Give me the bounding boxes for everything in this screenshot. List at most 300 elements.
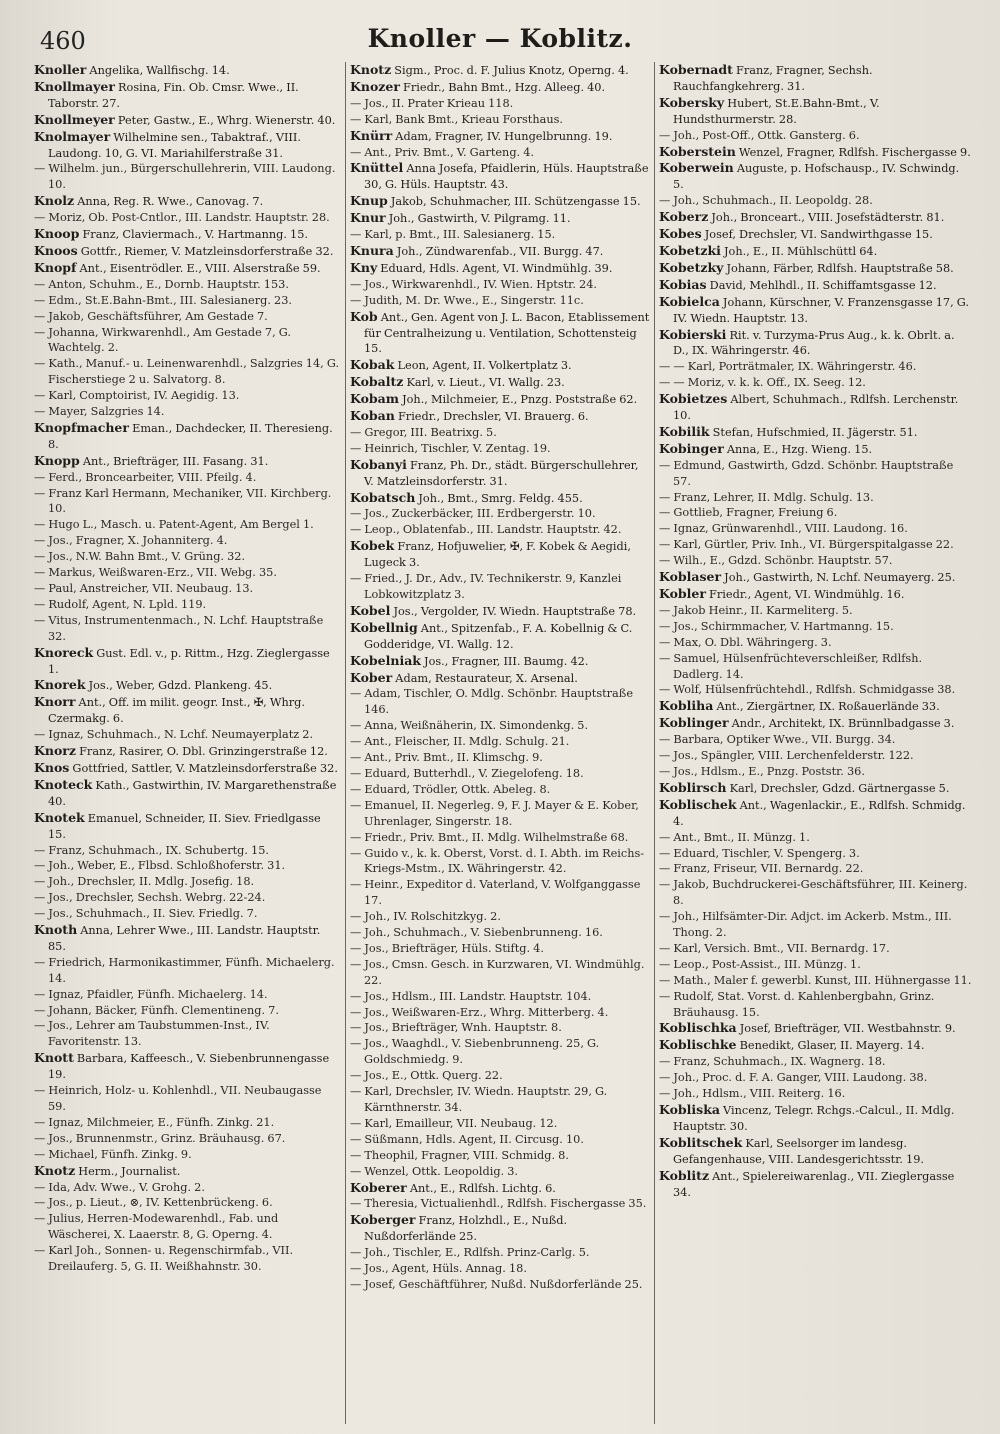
directory-entry bbox=[659, 327, 973, 360]
entry-details: — Eduard, Tischler, V. Spengerg. 3. bbox=[659, 846, 860, 860]
entry-details: — Wolf, Hülsenfrüchtehdl., Rdlfsh. Schmidgasse 38. bbox=[659, 683, 956, 697]
entry-surname: Koblischka bbox=[659, 1020, 737, 1036]
directory-entry bbox=[34, 1195, 340, 1211]
entry-details: — Karl, Versich. Bmt., VII. Bernardg. 17. bbox=[659, 941, 890, 955]
entry-details: — Julius, Herren-Modewarenhdl., Fab. und Wäscherei, X. Laaerstr. 8, G. Operng. 4. bbox=[34, 1212, 279, 1242]
entry-details: — Heinrich, Holz- u. Kohlenhdl., VII. Neubaugasse 59. bbox=[34, 1084, 322, 1113]
entry-surname: Kobilik bbox=[659, 423, 710, 439]
directory-entry bbox=[659, 861, 973, 877]
directory-entry bbox=[34, 533, 340, 549]
entry-details: — Jos., Briefträger, Wnh. Hauptstr. 8. bbox=[350, 1021, 562, 1035]
entry-surname: Knura bbox=[350, 242, 394, 258]
directory-entry bbox=[350, 160, 651, 193]
directory-entry bbox=[34, 810, 340, 843]
directory-entry bbox=[659, 490, 973, 506]
entry-details: — Joh., Proc. d. F. A. Ganger, VIII. Laudong. 38. bbox=[659, 1071, 928, 1085]
entry-details: — Franz Karl Hermann, Mechaniker, VII. Kirchberg. 10. bbox=[34, 486, 332, 516]
directory-entry bbox=[659, 243, 973, 260]
entry-details: Vincenz, Telegr. Rchgs.-Calcul., II. Mdlg. Hauptstr. 30. bbox=[673, 1104, 955, 1133]
entry-details: — Guido v., k. k. Oberst, Vorst. d. I. Abth. im Reichs-Kriegs-Mstm., IX. Währingerstr. 42. bbox=[350, 846, 645, 876]
entry-details: — Josef, Geschäftführer, Nußd. Nußdorferlände 25. bbox=[350, 1277, 643, 1291]
entry-details: — Rudolf, Agent, N. Lpld. 119. bbox=[34, 597, 207, 611]
entry-surname: Koberer bbox=[350, 1179, 407, 1195]
directory-entry bbox=[659, 160, 973, 193]
directory-entry bbox=[34, 1050, 340, 1083]
entry-surname: Kobak bbox=[350, 357, 395, 373]
directory-entry bbox=[34, 388, 340, 404]
entry-details: — Max, O. Dbl. Währingerg. 3. bbox=[659, 635, 832, 649]
entry-details: Benedikt, Glaser, II. Mayerg. 14. bbox=[736, 1039, 925, 1053]
entry-details: — Leop., Oblatenfab., III. Landstr. Hauptstr. 42. bbox=[350, 523, 622, 537]
directory-entry bbox=[659, 698, 973, 715]
running-head: Knoller — Koblitz. bbox=[367, 24, 633, 53]
entry-details: Eman., Dachdecker, II. Theresieng. 8. bbox=[48, 421, 333, 451]
entry-details: — Mayer, Salzgries 14. bbox=[34, 405, 165, 419]
directory-entry bbox=[34, 743, 340, 760]
directory-entry bbox=[34, 293, 340, 309]
entry-surname: Kob bbox=[350, 308, 378, 324]
entry-details: — Barbara, Optiker Wwe., VII. Burgg. 34. bbox=[659, 733, 896, 747]
directory-entry bbox=[350, 243, 651, 260]
entry-surname: Kobernadt bbox=[659, 62, 733, 77]
entry-surname: Knott bbox=[34, 1050, 74, 1066]
entry-details: — Jos., p. Lieut., ⊗, IV. Kettenbrückeng. 6. bbox=[34, 1196, 273, 1210]
entry-details: — Joh., IV. Rolschitzkyg. 2. bbox=[350, 910, 501, 924]
directory-entry bbox=[350, 538, 651, 571]
directory-entry bbox=[34, 420, 340, 453]
entry-details: — Edm., St.E.Bahn-Bmt., III. Salesianerg. 23. bbox=[34, 293, 293, 307]
entry-details: — Ignaz, Schuhmach., N. Lchf. Neumayerplatz 2. bbox=[34, 728, 314, 742]
directory-entry bbox=[350, 798, 651, 830]
directory-entry bbox=[659, 209, 973, 226]
directory-entry bbox=[350, 1020, 651, 1036]
entry-details: — Jos., E., Ottk. Querg. 22. bbox=[350, 1069, 503, 1083]
directory-entry bbox=[350, 1212, 651, 1245]
entry-details: Joh., Gastwirth, V. Pilgramg. 11. bbox=[385, 212, 571, 226]
entry-details: — Anton, Schuhm., E., Dornb. Hauptstr. 153. bbox=[34, 277, 289, 291]
entry-surname: Koban bbox=[350, 408, 395, 424]
entry-details: Ant., Eisentrödler. E., VIII. Alserstraße 59. bbox=[76, 261, 321, 275]
entry-details: — Jos., Hdlsm., III. Landstr. Hauptstr. 104. bbox=[350, 989, 592, 1003]
entry-surname: Knotz bbox=[350, 62, 392, 77]
entry-details: — Franz, Lehrer, II. Mdlg. Schulg. 13. bbox=[659, 490, 874, 504]
directory-entry bbox=[34, 955, 340, 987]
directory-entry bbox=[34, 356, 340, 388]
entry-details: — Wilhelm. jun., Bürgerschullehrerin, VIII. Laudong. 10. bbox=[34, 162, 336, 192]
entry-details: Joh., Milchmeier, E., Pnzg. Poststraße 62. bbox=[399, 393, 638, 407]
directory-entry bbox=[350, 941, 651, 957]
directory-entry bbox=[350, 782, 651, 798]
directory-entry bbox=[34, 486, 340, 518]
entry-details: Joh., Zündwarenfab., VII. Burgg. 47. bbox=[393, 244, 604, 258]
directory-entry bbox=[659, 1020, 973, 1037]
entry-details: — Moriz, Ob. Post-Cntlor., III. Landstr. Hauptstr. 28. bbox=[34, 211, 330, 225]
directory-entry bbox=[350, 1068, 651, 1084]
directory-entry bbox=[659, 144, 973, 161]
column-3 bbox=[654, 62, 973, 1424]
directory-entry bbox=[659, 458, 973, 490]
directory-entry bbox=[350, 277, 651, 293]
directory-entry bbox=[659, 748, 973, 764]
entry-details: Franz, Ph. Dr., städt. Bürgerschullehrer, V. Matzleinsdorferstr. 31. bbox=[364, 458, 639, 488]
entry-surname: Koblirsch bbox=[659, 779, 727, 795]
entry-details: Johann, Färber, Rdlfsh. Hauptstraße 58. bbox=[723, 261, 954, 275]
entry-details: — Ant., Fleischer, II. Mdlg. Schulg. 21. bbox=[350, 735, 570, 749]
directory-entry bbox=[34, 565, 340, 581]
entry-details: — Leop., Post-Assist., III. Münzg. 1. bbox=[659, 957, 861, 971]
entry-details: — Karl Joh., Sonnen- u. Regenschirmfab., VII. Dreilauferg. 5, G. II. Weißhahnstr. 30. bbox=[34, 1244, 294, 1274]
entry-surname: Koblitschek bbox=[659, 1134, 743, 1150]
entry-surname: Kober bbox=[350, 669, 393, 685]
entry-details: — Süßmann, Hdls. Agent, II. Circusg. 10. bbox=[350, 1132, 584, 1146]
entry-surname: Kobietzes bbox=[659, 391, 728, 407]
entry-details: — Joh., Post-Off., Ottk. Gansterg. 6. bbox=[659, 128, 860, 142]
entry-surname: Koblischek bbox=[659, 796, 737, 812]
entry-surname: Koberz bbox=[659, 209, 709, 225]
entry-details: Jakob, Schuhmacher, III. Schützengasse 15. bbox=[387, 195, 641, 209]
directory-entry bbox=[659, 424, 973, 441]
entry-surname: Knorz bbox=[34, 743, 76, 759]
entry-surname: Kobanyi bbox=[350, 456, 407, 472]
directory-entry bbox=[659, 294, 973, 327]
directory-entry bbox=[350, 750, 651, 766]
directory-entry bbox=[34, 858, 340, 874]
entry-details: — — Karl, Porträtmaler, IX. Währingerstr. 46. bbox=[659, 360, 917, 374]
entry-details: Eduard, Hdls. Agent, VI. Windmühlg. 39. bbox=[377, 261, 613, 275]
directory-entry bbox=[659, 764, 973, 780]
entry-surname: Kobetzky bbox=[659, 259, 724, 275]
directory-entry bbox=[659, 95, 973, 128]
entry-details: — Joh., Tischler, E., Rdlfsh. Prinz-Carlg. 5. bbox=[350, 1246, 590, 1260]
directory-entry bbox=[659, 732, 973, 748]
directory-entry bbox=[34, 760, 340, 777]
directory-entry bbox=[659, 846, 973, 862]
entry-details: — Jos., Zuckerbäcker, III. Erdbergerstr. 10. bbox=[350, 507, 596, 521]
directory-entry bbox=[659, 277, 973, 294]
entry-details: — Wilh., E., Gdzd. Schönbr. Hauptstr. 57. bbox=[659, 554, 893, 568]
entry-details: — — Moriz, v. k. k. Off., IX. Seeg. 12. bbox=[659, 376, 866, 390]
entry-details: Karl, Seelsorger im landesg. Gefangenhause, VIII. Landesgerichtsstr. 19. bbox=[673, 1136, 925, 1166]
directory-entry bbox=[659, 941, 973, 957]
directory-entry bbox=[34, 79, 340, 112]
directory-entry bbox=[659, 1054, 973, 1070]
entry-details: Auguste, p. Hofschausp., IV. Schwindg. 5. bbox=[673, 162, 960, 192]
entry-details: — Adam, Tischler, O. Mdlg. Schönbr. Hauptstraße 146. bbox=[350, 687, 634, 717]
entry-surname: Kobersky bbox=[659, 94, 725, 110]
entry-details: — Jos., Schirmmacher, V. Hartmanng. 15. bbox=[659, 619, 894, 633]
directory-entry bbox=[34, 1147, 340, 1163]
directory-entry bbox=[350, 846, 651, 878]
entry-details: — Jos., N.W. Bahn Bmt., V. Grüng. 32. bbox=[34, 550, 246, 564]
entry-surname: Kobliha bbox=[659, 698, 714, 714]
entry-details: Karl, Drechsler, Gdzd. Gärtnergasse 5. bbox=[726, 781, 950, 795]
directory-entry bbox=[34, 325, 340, 357]
directory-entry bbox=[659, 521, 973, 537]
entry-details: — Judith, M. Dr. Wwe., E., Singerstr. 11c. bbox=[350, 293, 584, 307]
entry-surname: Knoreck bbox=[34, 644, 94, 660]
entry-details: Stefan, Hufschmied, II. Jägerstr. 51. bbox=[709, 425, 918, 439]
entry-details: — Friedrich, Harmonikastimmer, Fünfh. Michaelerg. 14. bbox=[34, 955, 335, 985]
entry-surname: Knorr bbox=[34, 694, 76, 710]
entry-details: Ant., Briefträger, III. Fasang. 31. bbox=[79, 454, 269, 468]
entry-details: Hubert, St.E.Bahn-Bmt., V. Hundsthurmerstr. 28. bbox=[673, 96, 880, 126]
directory-entry bbox=[34, 1243, 340, 1275]
directory-entry bbox=[34, 922, 340, 955]
directory-entry bbox=[350, 1148, 651, 1164]
directory-entry bbox=[350, 79, 651, 96]
directory-entry bbox=[34, 1115, 340, 1131]
entry-surname: Knotz bbox=[34, 1162, 76, 1178]
entry-details: Johann, Kürschner, V. Franzensgasse 17, G. IV. Wiedn. Hauptstr. 13. bbox=[673, 295, 969, 325]
entry-details: — Heinr., Expeditor d. Vaterland, V. Wolfganggasse 17. bbox=[350, 878, 641, 908]
entry-details: Barbara, Kaffeesch., V. Siebenbrunnengasse 19. bbox=[48, 1052, 330, 1082]
entry-details: Joh., E., II. Mühlschüttl 64. bbox=[720, 244, 878, 258]
entry-details: — Eduard, Trödler, Ottk. Abeleg. 8. bbox=[350, 782, 551, 796]
directory-entry bbox=[350, 653, 651, 670]
directory-entry bbox=[350, 989, 651, 1005]
entry-details: — Theresia, Victualienhdl., Rdlfsh. Fischergasse 35. bbox=[350, 1197, 647, 1211]
entry-details: — Kath., Manuf.- u. Leinenwarenhdl., Salzgries 14, G. Fischerstiege 2 u. Salvatorg. 8. bbox=[34, 357, 340, 387]
entry-details: — Edmund, Gastwirth, Gdzd. Schönbr. Hauptstraße 57. bbox=[659, 458, 954, 488]
directory-entry bbox=[34, 112, 340, 129]
entry-details: — Vitus, Instrumentenmach., N. Lchf. Hauptstraße 32. bbox=[34, 613, 324, 643]
entry-surname: Knotek bbox=[34, 809, 85, 825]
entry-details: Sigm., Proc. d. F. Julius Knotz, Operng. 4. bbox=[391, 64, 629, 77]
directory-entry bbox=[659, 989, 973, 1021]
directory-entry bbox=[350, 1261, 651, 1277]
entry-details: David, Mehlhdl., II. Schiffamtsgasse 12. bbox=[706, 278, 937, 292]
directory-entry bbox=[350, 1164, 651, 1180]
directory-entry bbox=[659, 1037, 973, 1054]
directory-entry bbox=[34, 470, 340, 486]
directory-entry bbox=[34, 243, 340, 260]
entry-details: — Anna, Weißnäherin, IX. Simondenkg. 5. bbox=[350, 719, 589, 733]
entry-details: — Jos., Weißwaren-Erz., Whrg. Mitterberg. 4. bbox=[350, 1005, 609, 1019]
entry-details: — Joh., Hilfsämter-Dir. Adjct. im Ackerb. Mstm., III. Thong. 2. bbox=[659, 910, 952, 940]
entry-surname: Kobam bbox=[350, 391, 399, 407]
entry-details: — Jos., Drechsler, Sechsh. Webrg. 22-24. bbox=[34, 891, 266, 905]
entry-details: Wilhelmine sen., Tabaktraf., VIII. Laudong. 10, G. VI. Mariahilferstraße 31. bbox=[48, 130, 301, 160]
directory-entry bbox=[34, 581, 340, 597]
entry-details: — Ignaz, Milchmeier, E., Fünfh. Zinkg. 21. bbox=[34, 1115, 275, 1129]
entry-details: — Ida, Adv. Wwe., V. Grohg. 2. bbox=[34, 1180, 205, 1194]
directory-entry bbox=[350, 490, 651, 507]
entry-surname: Knürr bbox=[350, 127, 393, 143]
entry-details: — Ferd., Broncearbeiter, VIII. Pfeilg. 4. bbox=[34, 470, 257, 484]
directory-entry bbox=[350, 457, 651, 490]
directory-columns bbox=[34, 62, 972, 1424]
directory-entry bbox=[350, 210, 651, 227]
entry-surname: Kobellnig bbox=[350, 619, 418, 635]
directory-entry bbox=[350, 571, 651, 603]
entry-details: — Joh., Drechsler, II. Mdlg. Josefig. 18. bbox=[34, 875, 255, 889]
entry-details: Anna, E., Hzg. Wieng. 15. bbox=[723, 442, 873, 456]
directory-entry bbox=[34, 843, 340, 859]
entry-surname: Knolz bbox=[34, 193, 75, 209]
entry-details: — Ant., Bmt., II. Münzg. 1. bbox=[659, 830, 810, 844]
directory-entry bbox=[34, 129, 340, 162]
entry-details: — Jakob Heinr., II. Karmeliterg. 5. bbox=[659, 603, 853, 617]
entry-details: — Jos., Agent, Hüls. Annag. 18. bbox=[350, 1262, 527, 1276]
entry-details: Josef, Drechsler, VI. Sandwirthgasse 15. bbox=[701, 228, 933, 242]
entry-details: Ant., Off. im milit. geogr. Inst., ✠, Whrg. Czermakg. 6. bbox=[48, 696, 305, 726]
directory-entry bbox=[350, 260, 651, 277]
entry-surname: Knoos bbox=[34, 242, 78, 258]
entry-details: — Heinrich, Tischler, V. Zentag. 19. bbox=[350, 441, 551, 455]
entry-surname: Knos bbox=[34, 759, 70, 775]
entry-details: Andr., Architekt, IX. Brünnlbadgasse 3. bbox=[728, 717, 955, 731]
entry-details: — Wenzel, Ottk. Leopoldig. 3. bbox=[350, 1164, 519, 1178]
entry-details: Friedr., Drechsler, VI. Brauerg. 6. bbox=[394, 410, 589, 424]
entry-details: — Karl, Comptoirist, IV. Aegidig. 13. bbox=[34, 389, 240, 403]
directory-entry bbox=[34, 277, 340, 293]
entry-surname: Koberwein bbox=[659, 160, 734, 176]
directory-entry bbox=[350, 309, 651, 358]
entry-details: Adam, Restaurateur, X. Arsenal. bbox=[392, 671, 578, 685]
entry-surname: Knopp bbox=[34, 452, 80, 468]
entry-details: — Jakob, Geschäftsführer, Am Gestade 7. bbox=[34, 309, 268, 323]
directory-entry bbox=[659, 715, 973, 732]
entry-details: Adam, Fragner, IV. Hungelbrunng. 19. bbox=[392, 129, 613, 143]
entry-surname: Koblitz bbox=[659, 1167, 710, 1183]
directory-entry bbox=[659, 797, 973, 830]
directory-entry bbox=[659, 375, 973, 391]
directory-entry bbox=[659, 780, 973, 797]
entry-details: — Ant., Priv. Bmt., V. Garteng. 4. bbox=[350, 145, 535, 159]
entry-surname: Knopfmacher bbox=[34, 419, 129, 435]
directory-entry bbox=[659, 1102, 973, 1135]
directory-entry bbox=[350, 408, 651, 425]
entry-details: Kath., Gastwirthin, IV. Margarethenstraße 40. bbox=[48, 778, 337, 808]
directory-entry bbox=[350, 1132, 651, 1148]
entry-surname: Koberstein bbox=[659, 143, 736, 159]
entry-details: — Karl, Gürtler, Priv. Inh., VI. Bürgerspitalgasse 22. bbox=[659, 538, 954, 552]
directory-entry bbox=[659, 193, 973, 209]
entry-surname: Kobelniak bbox=[350, 652, 421, 668]
directory-entry bbox=[350, 1277, 651, 1293]
directory-entry bbox=[350, 603, 651, 620]
directory-entry bbox=[34, 677, 340, 694]
entry-surname: Kobierski bbox=[659, 326, 727, 342]
directory-entry bbox=[659, 1086, 973, 1102]
entry-details: Gottfr., Riemer, V. Matzleinsdorferstraße 32. bbox=[77, 244, 334, 258]
entry-details: — Johanna, Wirkwarenhdl., Am Gestade 7, G. Wachtelg. 2. bbox=[34, 325, 291, 355]
entry-details: Emanuel, Schneider, II. Siev. Friedlgasse 15. bbox=[48, 811, 321, 841]
entry-details: Gottfried, Sattler, V. Matzleinsdorferstraße 32. bbox=[69, 761, 338, 775]
entry-surname: Kobel bbox=[350, 602, 391, 618]
entry-surname: Kobliska bbox=[659, 1102, 720, 1117]
entry-details: — Franz, Schuhmach., IX. Wagnerg. 18. bbox=[659, 1055, 886, 1069]
entry-details: Jos., Vergolder, IV. Wiedn. Hauptstraße 78. bbox=[390, 604, 637, 618]
entry-surname: Knoller bbox=[34, 62, 87, 77]
directory-entry bbox=[34, 906, 340, 922]
entry-details: Wenzel, Fragner, Rdlfsh. Fischergasse 9. bbox=[735, 145, 971, 159]
directory-entry bbox=[350, 425, 651, 441]
entry-surname: Kobetzki bbox=[659, 242, 721, 258]
entry-surname: Koblischke bbox=[659, 1037, 737, 1053]
entry-details: — Jos., Lehrer am Taubstummen-Inst., IV. Favoritenstr. 13. bbox=[34, 1019, 270, 1049]
entry-details: Franz, Holzhdl., E., Nußd. Nußdorferlände 25. bbox=[364, 1214, 568, 1244]
entry-details: Peter, Gastw., E., Whrg. Wienerstr. 40. bbox=[114, 113, 336, 127]
entry-surname: Kobek bbox=[350, 538, 395, 554]
entry-details: — Ignaz, Pfaidler, Fünfh. Michaelerg. 14. bbox=[34, 987, 268, 1001]
directory-entry bbox=[350, 830, 651, 846]
directory-entry bbox=[34, 517, 340, 533]
entry-details: — Fried., J. Dr., Adv., IV. Technikerstr. 9, Kanzlei Lobkowitzplatz 3. bbox=[350, 572, 622, 601]
directory-entry bbox=[350, 766, 651, 782]
directory-entry bbox=[350, 522, 651, 538]
directory-entry bbox=[350, 62, 651, 79]
entry-details: — Hugo L., Masch. u. Patent-Agent, Am Bergel 1. bbox=[34, 518, 314, 532]
entry-details: Ant., E., Rdlfsh. Lichtg. 6. bbox=[406, 1181, 556, 1195]
entry-details: — Jos., Wirkwarenhdl., IV. Wien. Hptstr. 24. bbox=[350, 277, 597, 291]
entry-details: Josef, Briefträger, VII. Westbahnstr. 9. bbox=[736, 1022, 956, 1036]
directory-entry bbox=[659, 505, 973, 521]
entry-details: — Rudolf, Stat. Vorst. d. Kahlenbergbahn, Grinz. Bräuhausg. 15. bbox=[659, 989, 935, 1019]
directory-entry bbox=[350, 441, 651, 457]
entry-details: — Franz, Friseur, VII. Bernardg. 22. bbox=[659, 862, 864, 876]
directory-entry bbox=[34, 193, 340, 210]
entry-details: — Johann, Bäcker, Fünfh. Clementineng. 7. bbox=[34, 1003, 279, 1017]
directory-entry bbox=[34, 597, 340, 613]
directory-entry bbox=[34, 549, 340, 565]
entry-details: Rit. v. Turzyma-Prus Aug., k. k. Obrlt. a. D., IX. Währingerstr. 46. bbox=[673, 328, 955, 358]
entry-surname: Knur bbox=[350, 210, 386, 226]
directory-entry bbox=[659, 1070, 973, 1086]
directory-entry bbox=[34, 309, 340, 325]
column-2 bbox=[345, 62, 651, 1424]
entry-surname: Knup bbox=[350, 193, 388, 209]
directory-entry bbox=[350, 96, 651, 112]
directory-entry bbox=[34, 1083, 340, 1115]
directory-entry bbox=[659, 441, 973, 458]
entry-surname: Kobes bbox=[659, 226, 702, 242]
entry-surname: Knoteck bbox=[34, 776, 93, 792]
entry-details: — Friedr., Priv. Bmt., II. Mdlg. Wilhelmstraße 68. bbox=[350, 830, 629, 844]
directory-entry bbox=[34, 1180, 340, 1196]
directory-entry bbox=[350, 1180, 651, 1197]
directory-entry bbox=[350, 506, 651, 522]
directory-entry bbox=[659, 830, 973, 846]
entry-surname: Kobielca bbox=[659, 293, 720, 309]
entry-surname: Koblaser bbox=[659, 569, 722, 585]
directory-entry bbox=[350, 145, 651, 161]
directory-entry bbox=[659, 260, 973, 277]
directory-entry bbox=[34, 1018, 340, 1050]
entry-details: — Jos., Fragner, X. Johanniterg. 4. bbox=[34, 534, 228, 548]
directory-entry bbox=[34, 613, 340, 645]
directory-entry bbox=[659, 553, 973, 569]
entry-surname: Kobaltz bbox=[350, 374, 404, 390]
directory-entry bbox=[34, 226, 340, 243]
directory-entry bbox=[34, 260, 340, 277]
entry-details: — Joh., Schuhmach., II. Leopoldg. 28. bbox=[659, 194, 873, 208]
entry-details: — Paul, Anstreicher, VII. Neubaug. 13. bbox=[34, 582, 254, 595]
directory-entry bbox=[34, 987, 340, 1003]
entry-details: — Karl, Emailleur, VII. Neubaug. 12. bbox=[350, 1116, 558, 1130]
entry-surname: Knüttel bbox=[350, 160, 404, 176]
directory-entry bbox=[350, 293, 651, 309]
directory-entry bbox=[34, 453, 340, 470]
entry-surname: Kobatsch bbox=[350, 489, 416, 505]
directory-entry bbox=[350, 391, 651, 408]
entry-details: — Jos., Briefträger, Hüls. Stiftg. 4. bbox=[350, 941, 544, 955]
directory-entry bbox=[350, 193, 651, 210]
entry-details: Joh., Bronceart., VIII. Josefstädterstr. 81. bbox=[708, 211, 945, 225]
directory-entry bbox=[34, 210, 340, 226]
entry-details: — Gottlieb, Fragner, Freiung 6. bbox=[659, 506, 838, 520]
entry-surname: Kobias bbox=[659, 276, 707, 292]
